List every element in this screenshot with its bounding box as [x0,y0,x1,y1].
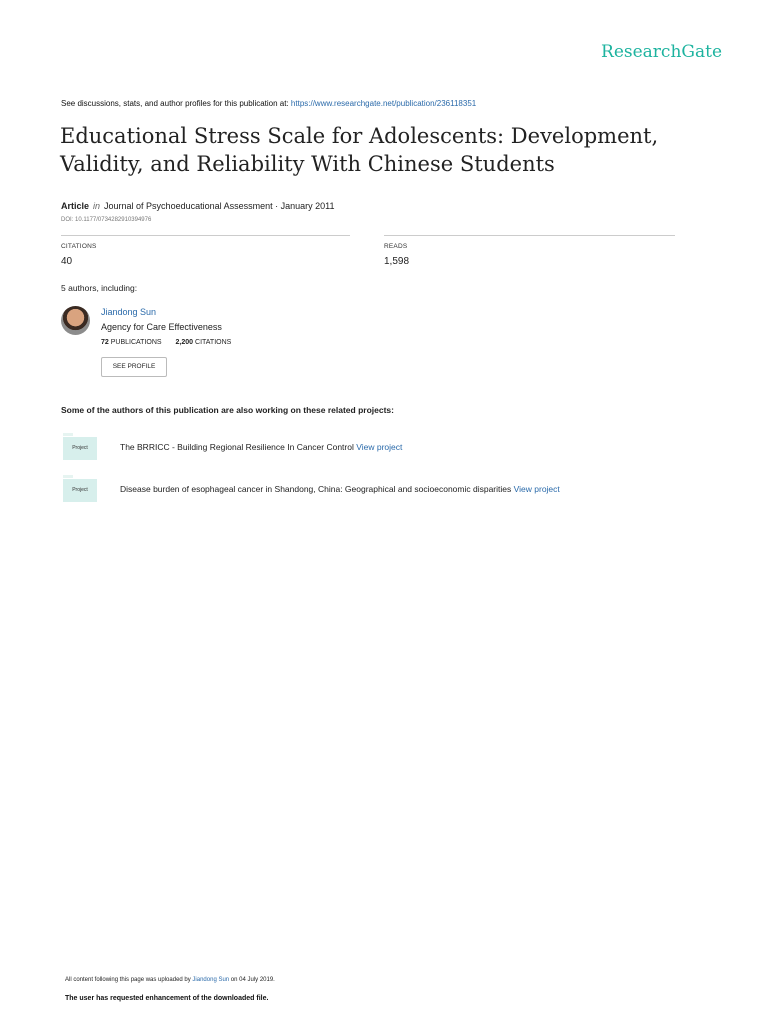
publications-count-value: 72 [101,339,109,346]
researchgate-logo[interactable]: ResearchGate [601,42,722,62]
citations-value: 40 [61,256,73,267]
enhancement-notice: The user has requested enhancement of the downloaded file. [65,995,269,1002]
project-thumbnail[interactable] [63,475,97,501]
view-project-link[interactable]: View project [513,484,560,494]
journal-info: Journal of Psychoeducational Assessment · January 2011 [104,201,335,211]
project-thumbnail[interactable] [63,433,97,459]
author-citations-label: CITATIONS [195,339,232,346]
doi-text: DOI: 10.1177/0734282910394976 [61,217,152,223]
publication-title: Educational Stress Scale for Adolescents: Development, Validity, and Reliability With Chinese Students [60,124,659,176]
author-name-link[interactable]: Jiandong Sun [101,307,157,317]
author-citations-value: 2,200 [175,339,194,346]
author-citations-count [176,339,238,346]
author-affiliation: Agency for Care Effectiveness [101,322,222,332]
discussion-notice-text: See discussions, stats, and author profiles for this publication at: [61,99,289,108]
view-project-link[interactable]: View project [356,442,403,452]
publications-count [101,339,168,346]
publication-type: Article [61,201,90,211]
divider-left [61,235,350,236]
publication-meta [61,201,335,211]
project-item [120,442,402,452]
author-counts [101,339,243,346]
upload-notice-suffix: on 04 July 2019. [230,977,275,983]
project-thumb-label: Project [63,436,97,460]
publication-url-link[interactable]: https://www.researchgate.net/publication/236118351 [290,99,477,108]
discussion-notice [61,99,476,108]
reads-value: 1,598 [384,256,410,267]
citations-label: CITATIONS [61,243,97,250]
upload-notice-prefix: All content following this page was uploaded by [65,977,191,983]
uploader-link[interactable]: Jiandong Sun [192,977,230,983]
related-projects-heading: Some of the authors of this publication are also working on these related projects: [61,405,394,415]
project-title: The BRRICC - Building Regional Resilience In Cancer Control [120,442,354,452]
project-title: Disease burden of esophageal cancer in Shandong, China: Geographical and socioeconomic disparities [120,484,512,494]
project-item [120,484,560,494]
authors-heading: 5 authors, including: [61,283,138,293]
see-profile-button[interactable]: SEE PROFILE [101,357,167,377]
publications-count-label: PUBLICATIONS [110,339,162,346]
reads-label: READS [384,243,408,250]
avatar[interactable] [61,306,90,335]
project-thumb-label: Project [63,478,97,502]
in-word: in [93,201,101,211]
upload-notice [65,977,275,983]
divider-right [384,235,675,236]
